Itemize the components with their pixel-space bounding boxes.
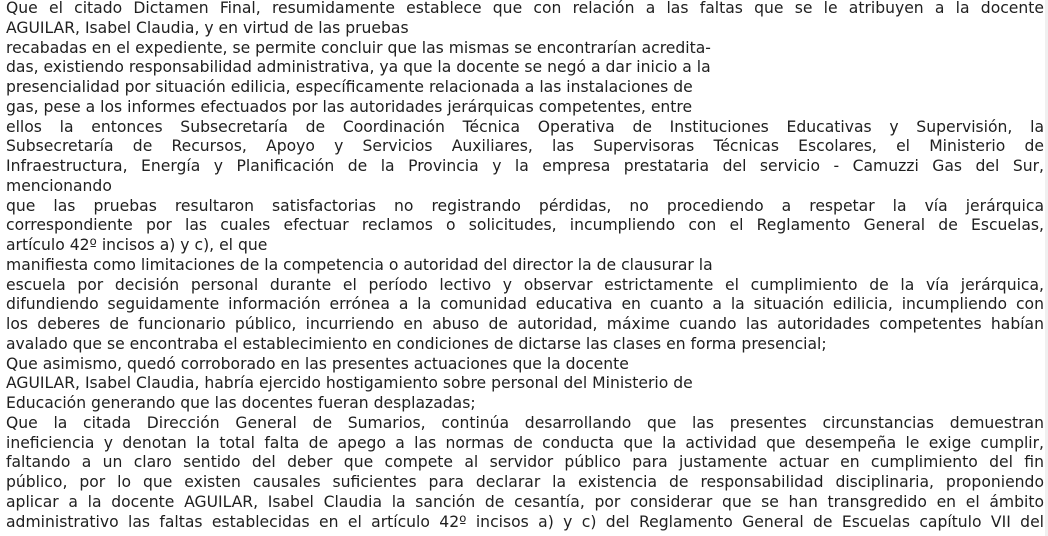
- text-line: administrativo las faltas establecidas en el artículo 42º incisos a) y c) del Reglamento General de Escuelas capítulo VII del: [6, 512, 1044, 531]
- text-line: manifiesta como limitaciones de la competencia o autoridad del director la de clausurar la: [6, 255, 713, 274]
- text-line: artículo 42º incisos a) y c), el que: [6, 236, 268, 254]
- document-body: [6, 0, 1044, 532]
- text-line: que las pruebas resultaron satisfactorias no registrando pérdidas, no procediendo a respetar la vía jerárquica: [6, 196, 1044, 215]
- text-line: AGUILAR, Isabel Claudia, habría ejercido hostigamiento sobre personal del Ministerio de: [6, 374, 693, 393]
- text-line: presencialidad por situación edilicia, específicamente relacionada a las instalaciones de: [6, 78, 693, 96]
- text-line: aplicar a la docente AGUILAR, Isabel Claudia la sanción de cesantía, por considerar que se han transgredido en el ámbito: [6, 492, 1044, 511]
- text-line: los deberes de funcionario público, incurriendo en abuso de autoridad, máxime cuando las autoridades competentes habían: [6, 315, 1044, 333]
- text-line: ellos la entonces Subsecretaría de Coordinación Técnica Operativa de Instituciones Educativas y Supervisión, la: [6, 117, 1044, 136]
- text-line: faltando a un claro sentido del deber que compete al servidor público para justamente actuar en cumplimiento del fin: [6, 453, 1044, 472]
- paragraph: [6, 414, 1044, 533]
- text-line: escuela por decisión personal durante el período lectivo y observar estrictamente el cumplimiento de la vía jerárquica,: [6, 275, 1044, 294]
- text-line: recabadas en el expediente, se permite concluir que las mismas se encontrarían acredita-: [6, 38, 711, 57]
- text-line: Subsecretaría de Recursos, Apoyo y Servicios Auxiliares, las Supervisoras Técnicas Escolares, el Ministerio de: [6, 137, 1044, 156]
- text-line: AGUILAR, Isabel Claudia, y en virtud de las pruebas: [6, 18, 409, 37]
- text-line: gas, pese a los informes efectuados por las autoridades jerárquicas competentes, entre: [6, 97, 693, 116]
- text-line: Que asimismo, quedó corroborado en las presentes actuaciones que la docente: [6, 354, 629, 373]
- text-line: Educación generando que las docentes fueran desplazadas;: [6, 394, 476, 412]
- text-line: correspondiente por las cuales efectuar reclamos o solicitudes, incumpliendo con el Reglamento General de Escuelas,: [6, 216, 1044, 235]
- paragraph: [6, 355, 1044, 414]
- text-line: Que la citada Dirección General de Sumarios, continúa desarrollando que las presentes circunstancias demuestran: [6, 413, 1044, 432]
- text-line: das, existiendo responsabilidad administrativa, ya que la docente se negó a dar inicio a la: [6, 58, 711, 77]
- text-line: Que el citado Dictamen Final, resumidamente establece que con relación a las faltas que se le atribuyen a la docente: [6, 0, 1044, 17]
- text-line: avalado que se encontraba el establecimiento en condiciones de dictarse las clases en forma presencial;: [6, 334, 827, 353]
- text-line: público, por lo que existen causales suficientes para declarar la existencia de responsabilidad disciplinaria, proponiendo: [6, 473, 1044, 491]
- text-line: Infraestructura, Energía y Planificación de la Provincia y la empresa prestataria del servicio - Camuzzi Gas del Sur,: [6, 157, 1044, 175]
- text-line: difundiendo seguidamente información errónea a la comunidad educativa en cuanto a la situación edilicia, incumpliendo con: [6, 295, 1044, 314]
- text-line: mencionando: [6, 176, 112, 195]
- text-line: ineficiencia y denotan la total falta de apego a las normas de conducta que la actividad que desempeña le exige cumplir,: [6, 433, 1044, 452]
- paragraph: [6, 0, 1044, 355]
